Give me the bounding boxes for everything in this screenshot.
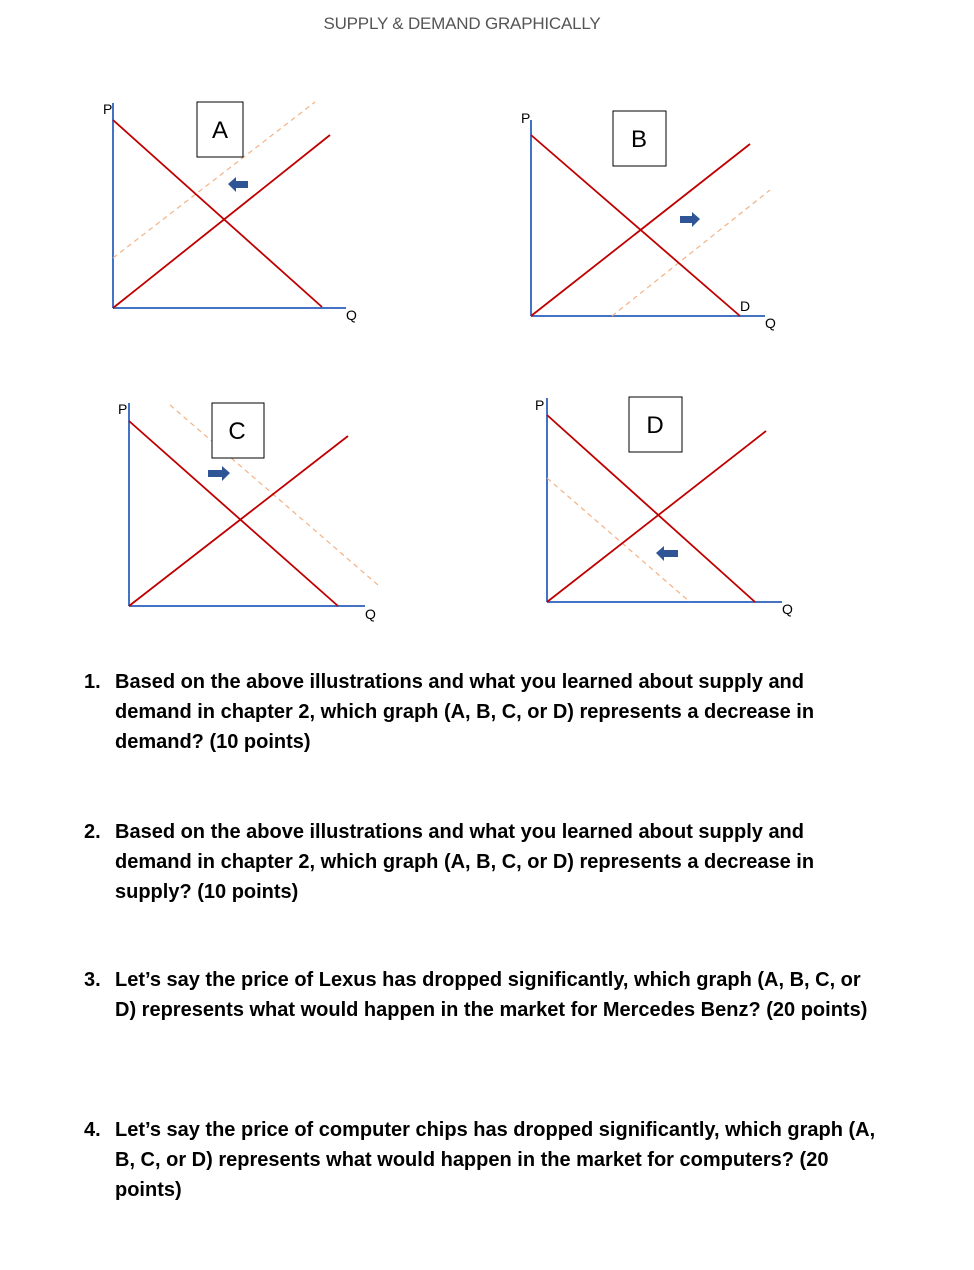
graph-d-q-label: Q xyxy=(782,601,793,617)
graph-d xyxy=(535,397,793,617)
left-arrow-icon xyxy=(228,177,248,192)
question-text: Based on the above illustrations and what you learned about supply and demand in chapter 2, which graph (A, B, C, or D) represents a decrease in supply? (10 points) xyxy=(115,821,815,903)
graph-c-supply-curve xyxy=(129,436,348,606)
question-text: Let’s say the price of computer chips has dropped significantly, which graph (A, B, C, or D) represents what would happen in the market for computers? (20 points) xyxy=(115,1119,876,1201)
question-1 xyxy=(84,667,884,757)
graph-a-supply-curve xyxy=(113,135,330,308)
right-arrow-icon xyxy=(208,466,230,481)
graph-c-q-label: Q xyxy=(365,606,376,622)
question-3 xyxy=(84,965,884,1025)
question-text: Based on the above illustrations and what you learned about supply and demand in chapter 2, which graph (A, B, C, or D) represents a decrease in demand? (10 points) xyxy=(115,671,815,753)
graph-c-label: C xyxy=(228,418,246,445)
graph-d-label: D xyxy=(646,412,664,439)
question-number: 4. xyxy=(84,1119,101,1141)
graph-b-label: B xyxy=(630,126,648,153)
graph-d-shifted-demand-curve xyxy=(547,478,690,602)
question-number: 2. xyxy=(84,821,101,843)
graph-a-label: A xyxy=(211,117,229,144)
graph-b-demand-label: D xyxy=(740,298,751,314)
question-2 xyxy=(84,817,884,907)
graph-d-supply-curve xyxy=(547,431,766,602)
question-text: Let’s say the price of Lexus has dropped significantly, which graph (A, B, C, or D) represents what would happen in the market for Mercedes Benz? (20 points) xyxy=(115,969,868,1021)
graph-b-q-label: Q xyxy=(765,315,776,331)
graph-a-q-label: Q xyxy=(346,307,357,323)
question-number: 3. xyxy=(84,969,101,991)
graph-b-p-label: P xyxy=(521,110,531,126)
graph-c-shifted-demand-curve xyxy=(170,405,378,585)
graph-a-p-label: P xyxy=(103,101,113,117)
graph-a xyxy=(103,101,357,323)
graph-c-p-label: P xyxy=(118,401,128,417)
question-number: 1. xyxy=(84,671,101,693)
graph-b xyxy=(521,110,776,331)
graph-c xyxy=(118,401,378,622)
left-arrow-icon xyxy=(656,546,678,561)
page-title: SUPPLY & DEMAND GRAPHICALLY xyxy=(323,14,601,33)
question-4 xyxy=(84,1115,884,1205)
right-arrow-icon xyxy=(680,212,700,227)
graph-d-p-label: P xyxy=(535,397,545,413)
graph-b-supply-curve xyxy=(531,144,750,316)
